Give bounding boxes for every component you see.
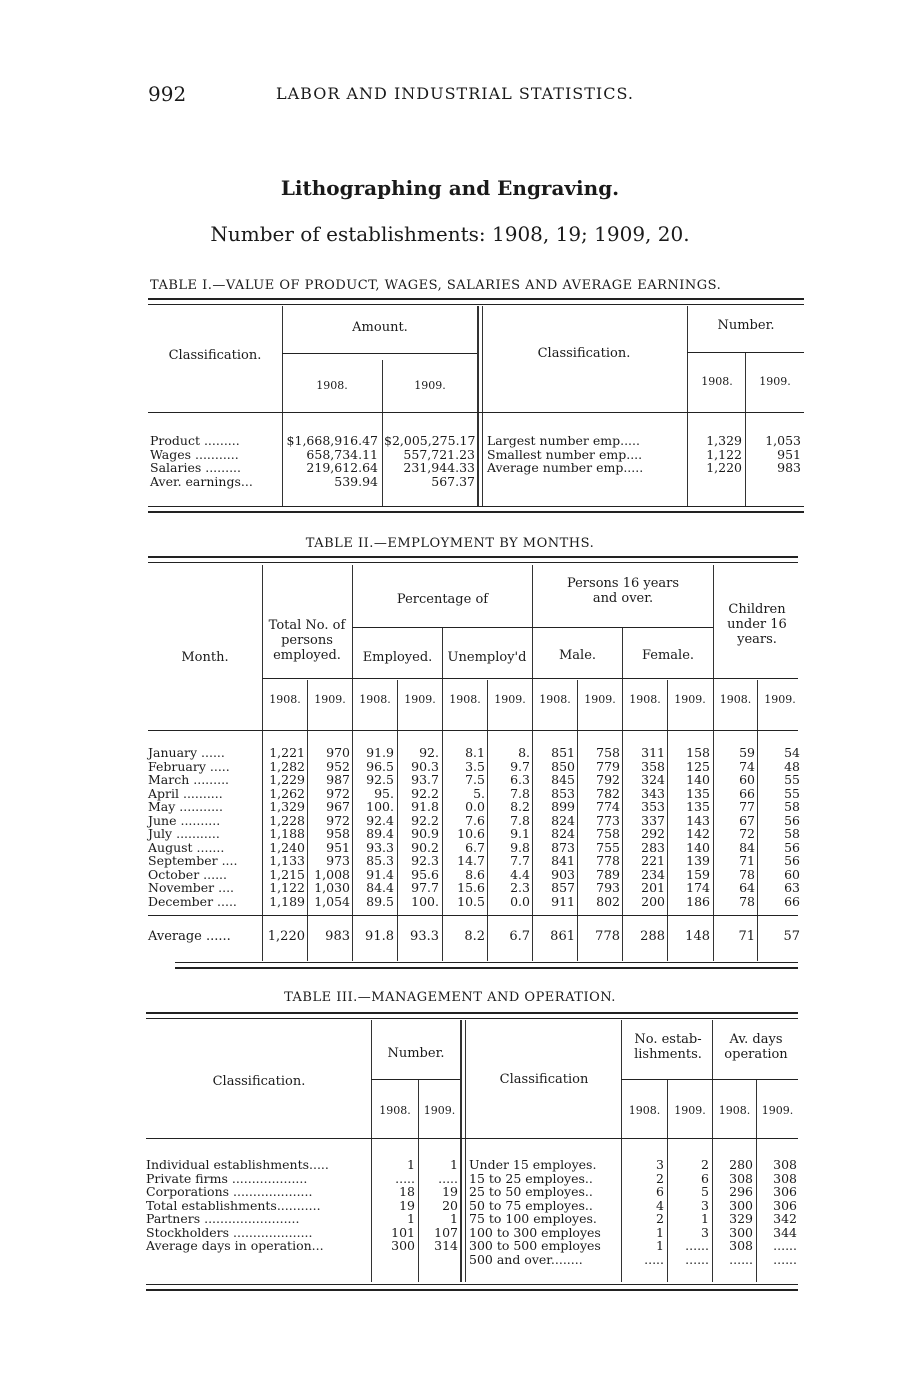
table3-number-1908-value: 19 bbox=[399, 1197, 415, 1213]
page-title: Lithographing and Engraving. bbox=[280, 176, 620, 200]
table2-employed-1908: 92.5 bbox=[366, 772, 394, 787]
table3-number-1908-value: 18 bbox=[399, 1184, 415, 1199]
page-number: 992 bbox=[148, 82, 187, 106]
table3-estab-1909-value: 5 bbox=[701, 1184, 709, 1199]
table2-unemployed-1909: 8. bbox=[518, 745, 530, 760]
table2-female-1908: 343 bbox=[641, 785, 665, 801]
table3-number-1908-value: 300 bbox=[391, 1238, 415, 1253]
table3-size-class-label: 75 to 100 employes. bbox=[469, 1211, 597, 1226]
table3-days-1909-value: 344 bbox=[773, 1224, 797, 1240]
table1-value-1908: 658,734.11 bbox=[306, 446, 378, 462]
table1-right-label: Average number emp..... bbox=[487, 460, 644, 475]
table3-row-label: Stockholders .................... bbox=[146, 1224, 313, 1240]
table3-estab-1909-value: 1 bbox=[701, 1211, 709, 1226]
table2-total-1908: 1,240 bbox=[269, 839, 305, 855]
table2-employed-1909: 92.2 bbox=[411, 812, 439, 828]
table2-unemployed-1909: 4.4 bbox=[510, 866, 530, 882]
table2-female-1908: 221 bbox=[641, 853, 665, 868]
table2-total-1909: 970 bbox=[326, 745, 350, 760]
table2-total-1908: 1,122 bbox=[269, 880, 305, 895]
table2-employed-1908: 92.4 bbox=[366, 812, 394, 828]
table2-total-1908: 1,133 bbox=[269, 853, 305, 868]
table2-children-1909: 60 bbox=[784, 866, 800, 882]
table3-row-label: Individual establishments..... bbox=[146, 1157, 329, 1172]
table2-average-female-1909: 148 bbox=[685, 929, 710, 944]
table1-right-classification-header: Classification. bbox=[537, 346, 631, 361]
table2-female-1909: 125 bbox=[686, 758, 710, 774]
table2-male-1909: 793 bbox=[596, 880, 620, 895]
table3-days-1908-value: 308 bbox=[729, 1170, 753, 1186]
table2-children-1908: 67 bbox=[739, 812, 755, 828]
table1-amount-header: Amount. bbox=[352, 320, 408, 335]
table2-female-1909: 135 bbox=[686, 785, 710, 801]
table1-value-1909: 557,721.23 bbox=[403, 446, 475, 462]
table1-value-1909: 567.37 bbox=[431, 473, 475, 489]
table2-month-header: Month. bbox=[181, 650, 229, 665]
table2-month-label: August ....... bbox=[148, 839, 225, 855]
table2-average-female-1908: 288 bbox=[640, 929, 665, 944]
table1-row-label: Salaries ......... bbox=[150, 460, 241, 475]
table1-number-1909-value: 983 bbox=[777, 460, 801, 475]
table1-number-1909-value: 951 bbox=[777, 446, 801, 462]
table2-employed-1908: 84.4 bbox=[366, 880, 394, 895]
table2-male-1909: 778 bbox=[596, 853, 620, 868]
table3-estab-1908-value: 1 bbox=[656, 1224, 664, 1240]
table2-total-1909: 1,030 bbox=[314, 880, 350, 895]
table3-days-1908-value: 296 bbox=[729, 1184, 753, 1199]
table2-children-1908: 78 bbox=[739, 866, 755, 882]
table1-number-1909: 1909. bbox=[759, 375, 791, 388]
table2-unemployed-1909: 0.0 bbox=[510, 893, 530, 909]
table2-total-1909: 952 bbox=[326, 758, 350, 774]
table1-row-label: Wages ........... bbox=[150, 446, 239, 462]
table2-male-1908: 911 bbox=[551, 893, 575, 909]
table3-number-header: Number. bbox=[387, 1046, 445, 1061]
table2-male-1908: 873 bbox=[551, 839, 575, 855]
table3-estab-1909-value: 6 bbox=[701, 1170, 709, 1186]
table2-average-total-1909: 983 bbox=[325, 929, 350, 944]
table2-children-1909: 66 bbox=[784, 893, 800, 909]
table2-total-1909: 958 bbox=[326, 826, 350, 841]
table2-children-1908: 72 bbox=[739, 826, 755, 841]
table3-row-label: Private firms ................... bbox=[146, 1170, 308, 1186]
table2-month-label: May ........... bbox=[148, 799, 223, 814]
table3-size-class-label: Under 15 employes. bbox=[469, 1157, 597, 1172]
table2-children-1908: 77 bbox=[739, 799, 755, 814]
table2-male-1909: 782 bbox=[596, 785, 620, 801]
table2-children-1908: 60 bbox=[739, 772, 755, 787]
table1-right-label: Largest number emp..... bbox=[487, 433, 640, 448]
table2-average-emp-1909: 93.3 bbox=[410, 929, 439, 944]
table1-number-header: Number. bbox=[717, 318, 775, 333]
table2-unemployed-header: Unemploy'd bbox=[447, 650, 527, 665]
table3-number-1908-value: 1 bbox=[407, 1211, 415, 1226]
table3-number-1908-value: ..... bbox=[395, 1170, 415, 1186]
table2-month-label: October ...... bbox=[148, 866, 227, 882]
table2-month-label: February ..... bbox=[148, 758, 230, 774]
table1-row-label: Aver. earnings... bbox=[150, 473, 253, 489]
table3-days-1909-value: 306 bbox=[773, 1197, 797, 1213]
table2-year-1909: 1909. bbox=[404, 693, 436, 706]
table2-female-1908: 234 bbox=[641, 866, 665, 882]
table3-number-1909-value: 107 bbox=[434, 1224, 458, 1240]
table2-unemployed-1908: 0.0 bbox=[465, 799, 485, 814]
table2-average-label: Average ...... bbox=[148, 929, 231, 944]
table2-employed-1908: 95. bbox=[374, 785, 394, 801]
table3-number-1908: 1908. bbox=[379, 1104, 411, 1117]
table3-days-1908-value: 308 bbox=[729, 1238, 753, 1253]
table2-month-label: December ..... bbox=[148, 893, 237, 909]
table2-unemployed-1908: 5. bbox=[473, 785, 485, 801]
table2-female-1908: 292 bbox=[641, 826, 665, 841]
table3-estab-1908-value: 2 bbox=[656, 1170, 664, 1186]
table3-days-1908-value: ...... bbox=[729, 1251, 753, 1267]
table2-female-1908: 311 bbox=[641, 745, 665, 760]
table2-employed-1908: 100. bbox=[366, 799, 394, 814]
table2-male-1909: 758 bbox=[596, 826, 620, 841]
table2-average-child-1908: 71 bbox=[738, 929, 755, 944]
table2-unemployed-1908: 7.5 bbox=[465, 772, 485, 787]
table2-unemployed-1909: 9.1 bbox=[510, 826, 530, 841]
table3-number-1909-value: 1 bbox=[450, 1157, 458, 1172]
table2-unemployed-1909: 9.7 bbox=[510, 758, 530, 774]
table2-female-header: Female. bbox=[641, 648, 695, 663]
table2-employed-1909: 93.7 bbox=[411, 772, 439, 787]
table2-male-1909: 779 bbox=[596, 758, 620, 774]
table2-unemployed-1908: 8.6 bbox=[465, 866, 485, 882]
table3-number-1908-value: 101 bbox=[391, 1224, 415, 1240]
table2-female-1909: 186 bbox=[686, 893, 710, 909]
table2-female-1908: 200 bbox=[641, 893, 665, 909]
table3-number-1909-value: 1 bbox=[450, 1211, 458, 1226]
table2-employed-1909: 92.3 bbox=[411, 853, 439, 868]
table1-amount-1908: 1908. bbox=[316, 379, 348, 392]
table3-estab-1909: 1909. bbox=[674, 1104, 706, 1117]
table2-unemployed-1909: 2.3 bbox=[510, 880, 530, 895]
table2-female-1909: 174 bbox=[686, 880, 710, 895]
table2-children-header: Children under 16 years. bbox=[727, 602, 787, 647]
table2-female-1908: 201 bbox=[641, 880, 665, 895]
table2-unemployed-1908: 7.6 bbox=[465, 812, 485, 828]
table2-female-1909: 140 bbox=[686, 772, 710, 787]
table2-male-1909: 755 bbox=[596, 839, 620, 855]
table2-employed-1908: 89.5 bbox=[366, 893, 394, 909]
table2-month-label: July ........... bbox=[148, 826, 220, 841]
page-header bbox=[148, 82, 808, 112]
table2-employed-1908: 89.4 bbox=[366, 826, 394, 841]
table1-number-1909-value: 1,053 bbox=[765, 433, 801, 448]
table2-unemployed-1908: 3.5 bbox=[465, 758, 485, 774]
table2-unemployed-1909: 7.7 bbox=[510, 853, 530, 868]
table3-estab-1908-value: 1 bbox=[656, 1238, 664, 1253]
table2-employed-1909: 90.9 bbox=[411, 826, 439, 841]
table1-value-1908: 219,612.64 bbox=[306, 460, 378, 475]
table3-days-header: Av. days operation bbox=[724, 1032, 788, 1062]
table3-size-class-label: 100 to 300 employes bbox=[469, 1224, 601, 1240]
table2-employed-1908: 96.5 bbox=[366, 758, 394, 774]
table3-estab-1908-value: 4 bbox=[656, 1197, 664, 1213]
table3-size-class-label: 25 to 50 employes.. bbox=[469, 1184, 593, 1199]
table2-unemployed-1908: 10.6 bbox=[457, 826, 485, 841]
table3-number-1909: 1909. bbox=[423, 1104, 456, 1117]
table2-male-1909: 758 bbox=[596, 745, 620, 760]
table2-total-1909: 951 bbox=[326, 839, 350, 855]
table2-percentage-header: Percentage of bbox=[396, 592, 489, 607]
table2-month-label: November .... bbox=[148, 880, 235, 895]
table3-row-label: Corporations .................... bbox=[146, 1184, 313, 1199]
table2-male-1908: 857 bbox=[551, 880, 575, 895]
table2-total-1908: 1,262 bbox=[269, 785, 305, 801]
table3-days-1909-value: 308 bbox=[773, 1170, 797, 1186]
table2-male-1909: 789 bbox=[596, 866, 620, 882]
table2-male-1908: 841 bbox=[551, 853, 575, 868]
table2-persons16-header: Persons 16 years and over. bbox=[566, 576, 680, 606]
table2-children-1908: 84 bbox=[739, 839, 755, 855]
table2-total-1908: 1,189 bbox=[269, 893, 305, 909]
table2-children-1909: 54 bbox=[784, 745, 800, 760]
table2-year-1908: 1908. bbox=[629, 693, 661, 706]
table2-average-total-1908: 1,220 bbox=[267, 929, 305, 944]
table2-total-1909: 1,008 bbox=[314, 866, 350, 882]
table2-year-1909: 1909. bbox=[494, 693, 526, 706]
table2-average-emp-1908: 91.8 bbox=[365, 929, 394, 944]
table2-year-1908: 1908. bbox=[359, 693, 391, 706]
table2-female-1908: 337 bbox=[641, 812, 665, 828]
table2-children-1908: 74 bbox=[739, 758, 755, 774]
table2-male-1908: 899 bbox=[551, 799, 575, 814]
table2-children-1909: 58 bbox=[784, 799, 800, 814]
table2-total-1909: 967 bbox=[326, 799, 350, 814]
table2-unemployed-1909: 7.8 bbox=[510, 785, 530, 801]
table2-total-1908: 1,282 bbox=[269, 758, 305, 774]
table2-female-1909: 143 bbox=[686, 812, 710, 828]
table1-value-1908: $1,668,916.47 bbox=[286, 433, 378, 448]
table2-male-1908: 850 bbox=[551, 758, 575, 774]
table2-employed-1909: 95.6 bbox=[411, 866, 439, 882]
table2-female-1908: 324 bbox=[641, 772, 665, 787]
table2-average-male-1908: 861 bbox=[550, 929, 575, 944]
table2-month-label: January ...... bbox=[148, 745, 225, 760]
table1-number-1908-value: 1,220 bbox=[706, 460, 742, 475]
table3-row-label: Partners ........................ bbox=[146, 1211, 300, 1226]
table2-employed-header: Employed. bbox=[362, 650, 433, 665]
table2-children-1908: 71 bbox=[739, 853, 755, 868]
table2-total-1908: 1,221 bbox=[269, 745, 305, 760]
table2-total-1909: 972 bbox=[326, 785, 350, 801]
table2-employed-1909: 92. bbox=[419, 745, 439, 760]
table2-year-1909: 1909. bbox=[764, 693, 796, 706]
table2-year-1908: 1908. bbox=[269, 693, 301, 706]
table2-total-1908: 1,329 bbox=[269, 799, 305, 814]
table3-classification-header: Classification. bbox=[212, 1074, 306, 1089]
table3-estab-1909-value: ...... bbox=[685, 1238, 709, 1253]
table3-size-class-label: 15 to 25 employes.. bbox=[469, 1170, 593, 1186]
table2-year-1909: 1909. bbox=[314, 693, 346, 706]
table2-unemployed-1908: 14.7 bbox=[457, 853, 485, 868]
table2-caption: TABLE II.—EMPLOYMENT BY MONTHS. bbox=[305, 536, 595, 551]
table3-right-classification-header: Classification bbox=[499, 1072, 589, 1087]
table2-male-1908: 851 bbox=[551, 745, 575, 760]
table3-estab-1909-value: ...... bbox=[685, 1251, 709, 1267]
table2-total-1909: 987 bbox=[326, 772, 350, 787]
table2-unemployed-1908: 6.7 bbox=[465, 839, 485, 855]
table3-row-label: Average days in operation... bbox=[146, 1238, 324, 1253]
table2-female-1909: 159 bbox=[686, 866, 710, 882]
table2-average-unemp-1909: 6.7 bbox=[509, 929, 530, 944]
table2-employed-1909: 97.7 bbox=[411, 880, 439, 895]
table3-days-1908-value: 300 bbox=[729, 1197, 753, 1213]
table2-children-1908: 59 bbox=[739, 745, 755, 760]
table2-children-1909: 56 bbox=[784, 839, 800, 855]
table2-total-1908: 1,228 bbox=[269, 812, 305, 828]
table2-month-label: June .......... bbox=[148, 812, 221, 828]
table2-male-1908: 824 bbox=[551, 812, 575, 828]
table3-row-label: Total establishments........... bbox=[146, 1197, 321, 1213]
table3-number-1909-value: 314 bbox=[434, 1238, 458, 1253]
table2-female-1909: 158 bbox=[686, 745, 710, 760]
table3-estab-1908-value: ..... bbox=[644, 1251, 664, 1267]
table3-days-1909-value: ...... bbox=[773, 1251, 797, 1267]
table2-female-1908: 353 bbox=[641, 799, 665, 814]
table2-year-1908: 1908. bbox=[449, 693, 481, 706]
table2-male-1908: 903 bbox=[551, 866, 575, 882]
table2-children-1909: 63 bbox=[784, 880, 800, 895]
table2-male-header: Male. bbox=[558, 648, 597, 663]
table2-unemployed-1908: 10.5 bbox=[457, 893, 485, 909]
table2-male-1909: 792 bbox=[596, 772, 620, 787]
table2-employed-1908: 85.3 bbox=[366, 853, 394, 868]
table3-estab-1909-value: 3 bbox=[701, 1197, 709, 1213]
table2-employed-1908: 91.9 bbox=[366, 745, 394, 760]
table2-employed-1908: 91.4 bbox=[366, 866, 394, 882]
table1-value-1909: 231,944.33 bbox=[403, 460, 475, 475]
table2-male-1909: 773 bbox=[596, 812, 620, 828]
running-title: LABOR AND INDUSTRIAL STATISTICS. bbox=[276, 84, 634, 103]
table2-female-1909: 135 bbox=[686, 799, 710, 814]
table2-month-label: March ......... bbox=[148, 772, 230, 787]
table3-size-class-label: 300 to 500 employes bbox=[469, 1238, 601, 1253]
table2-year-1909: 1909. bbox=[584, 693, 616, 706]
table1-value-1908: 539.94 bbox=[334, 473, 378, 489]
table2-employed-1909: 91.8 bbox=[411, 799, 439, 814]
table2-children-1909: 55 bbox=[784, 785, 800, 801]
table1-value-1909: $2,005,275.17 bbox=[384, 433, 476, 448]
table3-days-1909-value: 342 bbox=[773, 1211, 797, 1226]
table2-average-male-1909: 778 bbox=[595, 929, 620, 944]
establishments-subtitle: Number of establishments: 1908, 19; 1909, 20. bbox=[210, 222, 690, 246]
table2-children-1909: 58 bbox=[784, 826, 800, 841]
table1-number-1908: 1908. bbox=[701, 375, 733, 388]
table1-classification-header: Classification. bbox=[168, 348, 262, 363]
table3-size-class-label: 50 to 75 employes.. bbox=[469, 1197, 593, 1213]
table2-employed-1908: 93.3 bbox=[366, 839, 394, 855]
table3-days-1909: 1909. bbox=[761, 1104, 794, 1117]
table3-number-1908-value: 1 bbox=[407, 1157, 415, 1172]
table3-caption: TABLE III.—MANAGEMENT AND OPERATION. bbox=[284, 990, 616, 1005]
table3-number-1909-value: 20 bbox=[442, 1197, 458, 1213]
table2-total-1909: 973 bbox=[326, 853, 350, 868]
table2-year-1908: 1908. bbox=[539, 693, 571, 706]
table2-children-1909: 48 bbox=[784, 758, 800, 774]
table2-total-1908: 1,188 bbox=[269, 826, 305, 841]
table2-children-1909: 56 bbox=[784, 853, 800, 868]
table2-children-1908: 78 bbox=[739, 893, 755, 909]
table3-days-1909-value: 306 bbox=[773, 1184, 797, 1199]
table2-employed-1909: 100. bbox=[411, 893, 439, 909]
table1-row-label: Product ......... bbox=[150, 433, 240, 448]
table2-total-1908: 1,229 bbox=[269, 772, 305, 787]
table3-estab-header: No. estab- lishments. bbox=[634, 1032, 702, 1062]
table3-estab-1908-value: 2 bbox=[656, 1211, 664, 1226]
table3-number-1909-value: 19 bbox=[442, 1184, 458, 1199]
table2-children-1909: 56 bbox=[784, 812, 800, 828]
table2-unemployed-1909: 7.8 bbox=[510, 812, 530, 828]
table2-female-1909: 140 bbox=[686, 839, 710, 855]
table2-unemployed-1908: 15.6 bbox=[457, 880, 485, 895]
table2-employed-1909: 90.2 bbox=[411, 839, 439, 855]
table2-unemployed-1909: 8.2 bbox=[510, 799, 530, 814]
table2-female-1909: 142 bbox=[686, 826, 710, 841]
table2-children-1908: 64 bbox=[739, 880, 755, 895]
table2-male-1909: 774 bbox=[596, 799, 620, 814]
table3-number-1909-value: ..... bbox=[438, 1170, 458, 1186]
table2-unemployed-1909: 6.3 bbox=[510, 772, 530, 787]
table2-total-1908: 1,215 bbox=[269, 866, 305, 882]
table2-male-1908: 845 bbox=[551, 772, 575, 787]
table1-number-1908-value: 1,329 bbox=[706, 433, 742, 448]
table2-female-1908: 283 bbox=[641, 839, 665, 855]
table2-male-1908: 824 bbox=[551, 826, 575, 841]
table3-days-1908: 1908. bbox=[718, 1104, 751, 1117]
table2-month-label: April .......... bbox=[148, 785, 223, 801]
table3-size-class-label: 500 and over........ bbox=[469, 1251, 583, 1267]
table1-caption: TABLE I.—VALUE OF PRODUCT, WAGES, SALARIES AND AVERAGE EARNINGS. bbox=[150, 278, 722, 293]
table2-unemployed-1909: 9.8 bbox=[510, 839, 530, 855]
table2-total-1909: 1,054 bbox=[314, 893, 350, 909]
table3-days-1909-value: ...... bbox=[773, 1238, 797, 1253]
table2-male-1909: 802 bbox=[596, 893, 620, 909]
table2-employed-1909: 92.2 bbox=[411, 785, 439, 801]
table3-days-1909-value: 308 bbox=[773, 1157, 797, 1172]
table3-estab-1909-value: 3 bbox=[701, 1224, 709, 1240]
table2-average-unemp-1908: 8.2 bbox=[464, 929, 485, 944]
table2-total-1909: 972 bbox=[326, 812, 350, 828]
table3-days-1908-value: 300 bbox=[729, 1224, 753, 1240]
table1-amount-1909: 1909. bbox=[414, 379, 446, 392]
table2-month-label: September .... bbox=[148, 853, 238, 868]
table3-days-1908-value: 329 bbox=[729, 1211, 753, 1226]
table2-total-header: Total No. of persons employed. bbox=[268, 618, 346, 663]
table1-number-1908-value: 1,122 bbox=[706, 446, 742, 462]
table2-female-1908: 358 bbox=[641, 758, 665, 774]
table3-estab-1908-value: 6 bbox=[656, 1184, 664, 1199]
table3-estab-1908-value: 3 bbox=[656, 1157, 664, 1172]
table2-children-1908: 66 bbox=[739, 785, 755, 801]
table3-estab-1908: 1908. bbox=[628, 1104, 661, 1117]
table2-average-child-1909: 57 bbox=[783, 929, 800, 944]
table2-unemployed-1908: 8.1 bbox=[465, 745, 485, 760]
table1-right-label: Smallest number emp.... bbox=[487, 446, 643, 462]
table2-female-1909: 139 bbox=[686, 853, 710, 868]
table3-days-1908-value: 280 bbox=[729, 1157, 753, 1172]
table3-estab-1909-value: 2 bbox=[701, 1157, 709, 1172]
table2-male-1908: 853 bbox=[551, 785, 575, 801]
table2-year-1909: 1909. bbox=[674, 693, 706, 706]
table2-employed-1909: 90.3 bbox=[411, 758, 439, 774]
table2-children-1909: 55 bbox=[784, 772, 800, 787]
table2-year-1908: 1908. bbox=[719, 693, 752, 706]
